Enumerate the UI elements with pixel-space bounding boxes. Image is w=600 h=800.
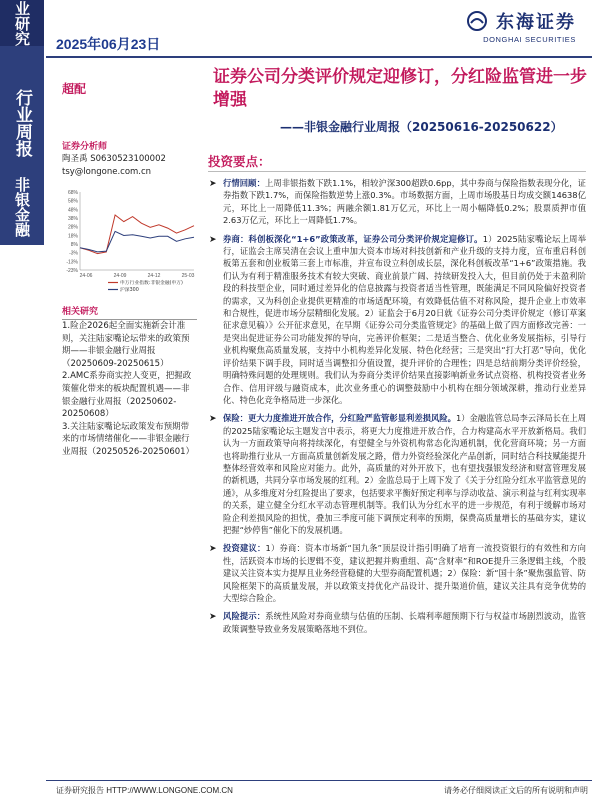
x-tick-label: 24-12 [147, 273, 161, 279]
key-point-label: 行情回顾： [223, 178, 265, 188]
key-point-text: 1）券商：资本市场新“国九条”顶层设计指引明确了培育一流投资银行的有效性和方向性，活跃资本市场的长逻辑不变，建议把握并购重组、高“含财率”和ROE提升三条逻辑主线，个股建议关注资本实力提厚且业务经营稳健的大型券商配置机遇；2）保险：新“国十条”聚焦强监管、防风险框架下的高质量发展，并以政策支持优化产品设计、提升渠道价值，建议关注具有竞争优势的大型综合险企。 [223, 543, 586, 603]
key-point-label: 风险提示： [223, 611, 266, 622]
x-tick-label: 24-09 [113, 273, 127, 279]
bullet-icon: ➤ [209, 544, 217, 555]
key-point-text: 1）2025陆家嘴论坛上周举行，证监会主席吴清在会议上重申加大资本市场对科技创新和产业升级的支持力度，宣布重启科创板第五套和创业板第三套上市标准，并宣布设立科创成长层，深化科创板改革“1+6”政策措施。我们认为有利于精准服务技术有较大突破、商业前景广阔、持续研发投入大，但目前仍处于未盈利阶段的科技型企业，同时通过差异化的信息披露与投资者适当性管理，既能满足不同风险偏好投资者的需求，又为科创企业提供更精准的市场适配环境，有效降低估值不对称风险，提升企业上市效率和合规性，促进市场分层精细化发展。2）证监会于6月20日就《证券公司分类评价规定（修订草案征求意见稿）》公开征求意见，在早期《证券公司分类监管规定》的基础上做了四方面修改完善：一是突出促进证券公司功能发挥的导向，完善评价框架；二是适当整合、优化业务发展指标，引导行业机构聚焦高质量发展，支持中小机构差异化发展、特色化经营；三是突出“打大打恶”导向，优化评价结果下调手段，同时适当调整扣分值设置，提升评价的合理性；四是总结前期分类评价经验，明确特殊问题的处理规则。我们认为券商分类评价结果直接影响新业务试点资格、机构投资者业务合作、信用评级与融资成本，此次业务重心的调整鼓励中小机构在细分领域深耕，推动行业差异化、特色化竞争格局进一步深化。 [223, 233, 586, 405]
analyst-name: 陶圣禹 S0630523100002 [62, 154, 166, 164]
series-line-0 [80, 215, 194, 254]
y-tick-label: 38% [67, 216, 78, 222]
y-tick-label: 28% [67, 224, 78, 231]
y-tick-label: 48% [67, 207, 78, 214]
y-tick-label: -3% [69, 250, 78, 257]
footer-disclaimer: 请务必仔细阅读正文后的所有说明和声明 [444, 786, 588, 795]
y-tick-label: 18% [67, 233, 78, 240]
performance-chart-svg [58, 186, 198, 296]
key-points-divider [208, 171, 586, 172]
y-tick-label: 68% [67, 190, 78, 196]
report-title: 证券公司分类评价规定迎修订，分红险监管进一步增强 [213, 67, 587, 110]
series-line-1 [80, 231, 194, 252]
bullet-icon: ➤ [209, 234, 217, 245]
related-research-item[interactable]: 1.险企2026起全面实施新会计准则，关注陆家嘴论坛带来的政策预期——非银金融行业周报（20250609-20250615） [62, 321, 190, 369]
x-tick-label: 24-06 [79, 273, 93, 279]
related-research-heading: 相关研究 [62, 304, 197, 320]
performance-chart [58, 186, 198, 296]
footer-source[interactable]: 证券研究报告 HTTP://WWW.LONGONE.COM.CN [56, 786, 233, 795]
analyst-email: tsy@longone.com.cn [62, 167, 152, 177]
company-logo [467, 8, 576, 44]
related-research-item[interactable]: 2.AMC系券商实控人变更，把握政策催化带来的板块配置机遇——非银金融行业周报（20250602-20250608） [62, 371, 192, 420]
bullet-icon: ➤ [209, 414, 217, 425]
key-point-label: 保险：更大力度推进开放合作，分红险严监管彰显利差损风险。 [223, 413, 456, 424]
key-point-text: 上周非银指数下跌1.1%，相较沪深300超跌0.6pp，其中券商与保险指数表现分化，证券指数下跌1.7%，而保险指数逆势上涨0.3%。市场数据方面，上周市场股基日均成交额14638亿元，环比上一周降低11.3%；两融余额1.81万亿元，环比上一周小幅降低0.2%；股票质押市值2.63万亿元，环比上一周降低1.7%。 [223, 178, 586, 226]
y-tick-label: 58% [67, 198, 78, 205]
logo-text-en: DONGHAI SECURITIES [483, 35, 576, 44]
report-date: 2025年06月23日 [56, 36, 161, 52]
analyst-heading: 证券分析师 [62, 142, 108, 152]
logo-text-cn: 东海证券 [496, 12, 576, 33]
footer-divider [46, 780, 592, 781]
y-tick-label: 8% [70, 242, 78, 248]
key-point-item [208, 542, 586, 604]
key-point-item [208, 610, 586, 635]
key-point-text: 系统性风险对券商业绩与估值的压制、长端利率超预期下行与权益市场剧烈波动，监管政策调整导致业务发展策略落地不到位。 [223, 611, 586, 634]
related-research-list [62, 320, 195, 459]
investment-rating: 超配 [62, 82, 87, 96]
bullet-icon: ➤ [209, 179, 217, 189]
report-subtitle: ——非银金融行业周报（20250616-20250622） [280, 120, 563, 134]
legend-label-1: 沪深300 [120, 288, 139, 293]
legend-label-0: 申万行业指数:非银金融(申万) [120, 281, 183, 286]
logo-mark-icon [467, 11, 487, 31]
x-tick-label: 25-03 [181, 273, 195, 279]
header-divider [46, 56, 592, 58]
y-tick-label: -23% [66, 268, 78, 274]
side-sector-label: 非银金融 [13, 177, 31, 237]
key-point-text: 1）金融监管总局李云泽局长在上周的2025陆家嘴论坛主题发言中表示，将更大力度推进开放合作，合力构建高水平开放新格局。我们认为一方面政策导向将持续深化，有望健全与外资机构常态化沟通机制，优化营商环境；另一方面也将助推行业从一方面高质量创新发展之路，借力外资经验深化产品创新，同时结合科技赋能提升整体经营效率和风险应对能力。此外，高质量的对外开放下，也有望找强银发经济和财富管理发展的新机遇，共同分享市场发展的红利。2）金监总局于上周下发了《关于分红险分红水平监管意见的通》，从多维度对分红险提出了要求，包括要求平衡好预定利率与浮动收益、演示利益与红利实现率的关系，建立健全分红水平动态管理机制等。我们认为分红水平的进一步规范，有利于缓解市场对险企利差损风险的担忧，叠加三季度可能下调预定利率的预期，保费高质量增长的基础夯实，建议把握“炒停售”催化下的发展机遇。 [223, 413, 586, 535]
key-points-list [208, 177, 586, 641]
key-point-item [208, 233, 586, 407]
key-point-label: 券商：科创板深化“1+6”政策改革，证券公司分类评价规定迎修订。 [223, 233, 483, 244]
side-report-type-label: 行业周报 [12, 89, 32, 157]
y-tick-label: -13% [66, 259, 78, 266]
key-point-label: 投资建议： [223, 543, 266, 554]
key-points-heading: 投资要点： [208, 154, 271, 169]
analyst-info [62, 153, 166, 179]
key-point-item [208, 412, 586, 536]
key-point-item [208, 177, 586, 227]
related-research-item[interactable]: 3.关注陆家嘴论坛政策发布预期带来的市场情绪催化——非银金融行业周报（20250526-20250601） [62, 421, 195, 457]
bullet-icon: ➤ [209, 612, 217, 623]
side-category-label: 业研究 [0, 0, 44, 46]
